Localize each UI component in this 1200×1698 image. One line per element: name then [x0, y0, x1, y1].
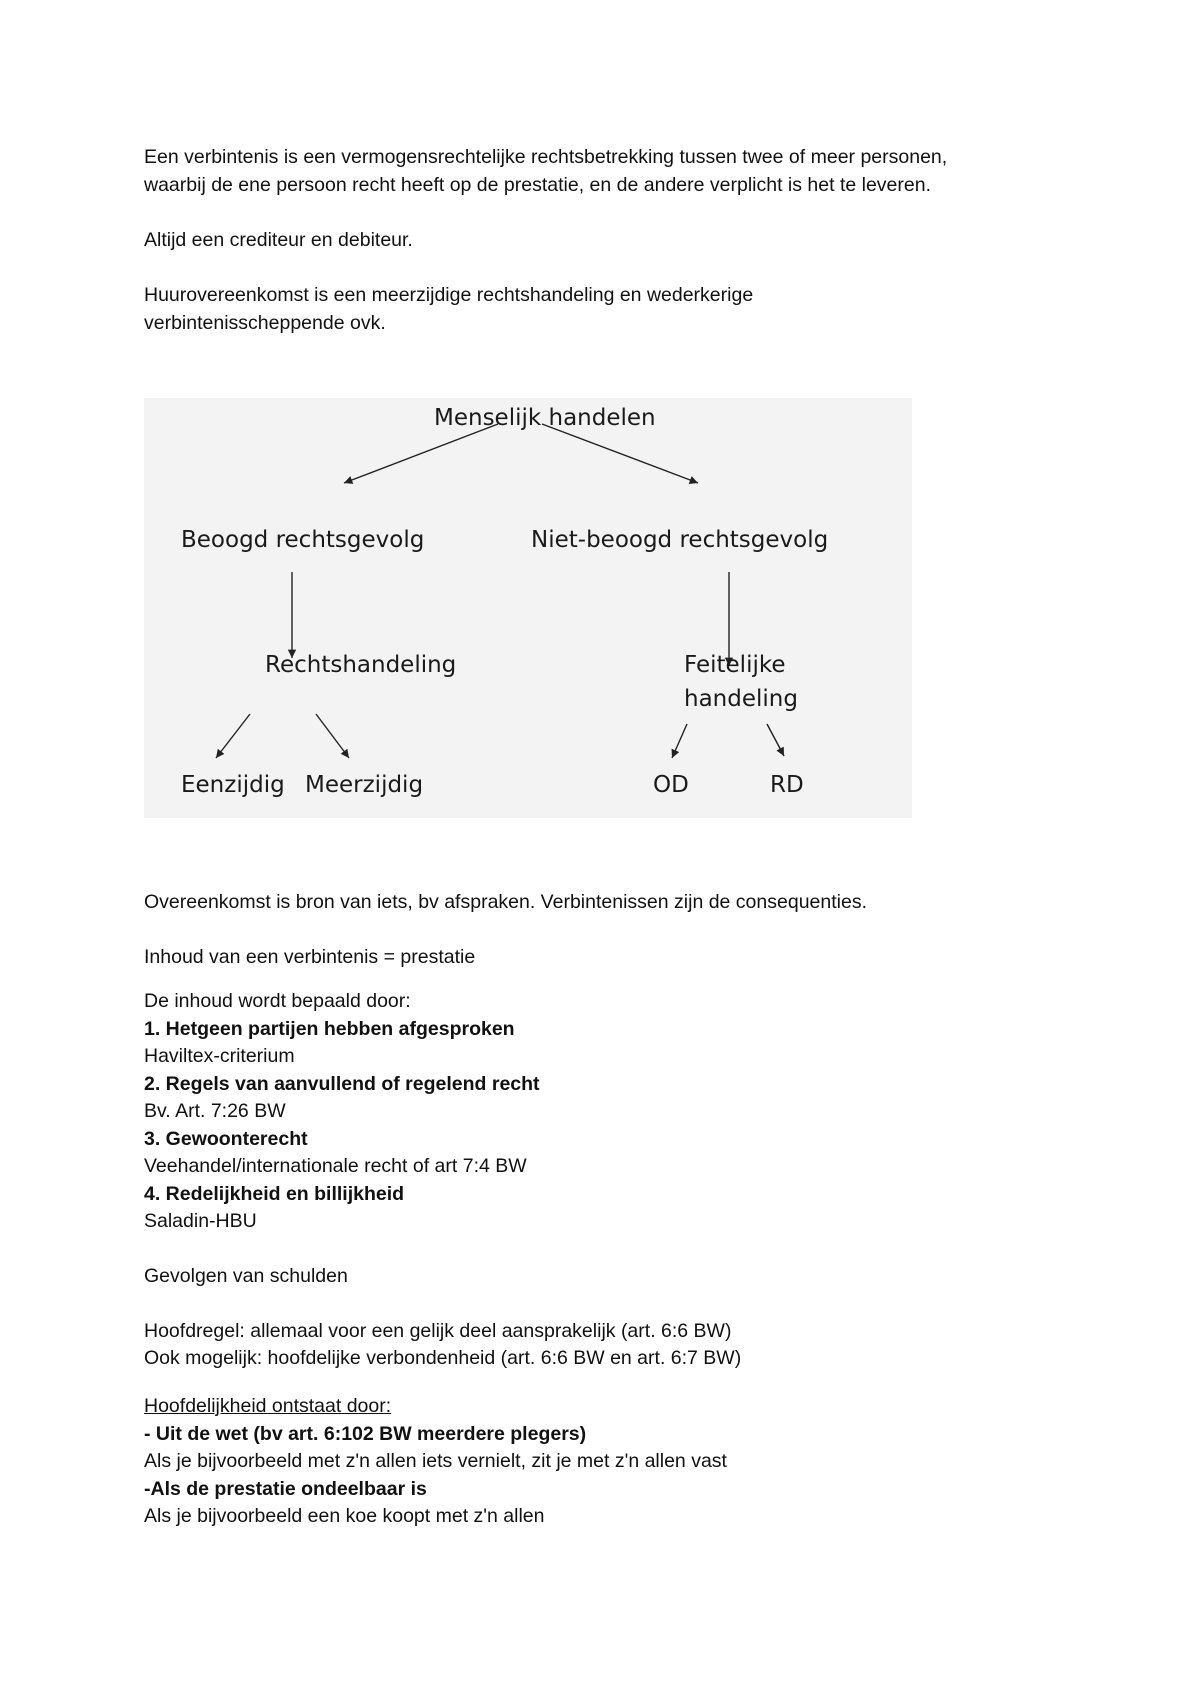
diagram-leaf-meerzijdig: Meerzijdig [305, 772, 424, 798]
arrow-feitelijke-to-od [672, 724, 687, 758]
arrow-rechtshandeling-to-eenzijdig [216, 714, 250, 758]
list-wet-text: Als je bijvoorbeeld met z'n allen iets vernielt, zit je met z'n allen vast [144, 1450, 727, 1472]
arrow-rechtshandeling-to-meerzijdig [316, 714, 349, 758]
paragraph-hoofdregel: Hoofdregel: allemaal voor een gelijk deel aansprakelijk (art. 6:6 BW) [144, 1320, 732, 1342]
list-wet-title: - Uit de wet (bv art. 6:102 BW meerdere plegers) [144, 1423, 587, 1445]
diagram-node-niet-beoogd: Niet-beoogd rechtsgevolg [531, 527, 829, 553]
diagram-arrows [144, 398, 912, 818]
diagram-node-feitelijke-line-1: Feitelijke [684, 652, 786, 678]
list-ondeelbaar-text: Als je bijvoorbeeld een koe koopt met z'n allen [144, 1505, 545, 1527]
paragraph-huurovereenkomst-line-2: verbintenisscheppende ovk. [144, 312, 386, 334]
paragraph-bepaald: De inhoud wordt bepaald door: [144, 990, 411, 1012]
diagram-node-beoogd: Beoogd rechtsgevolg [181, 527, 425, 553]
list-item-4-text: Saladin-HBU [144, 1210, 257, 1232]
list-item-2-text: Bv. Art. 7:26 BW [144, 1100, 286, 1122]
heading-hoofdelijkheid: Hoofdelijkheid ontstaat door: [144, 1395, 392, 1417]
arrow-feitelijke-to-rd [767, 724, 784, 756]
paragraph-crediteur-debiteur: Altijd een crediteur en debiteur. [144, 229, 413, 251]
legal-action-diagram [144, 398, 912, 818]
diagram-leaf-od: OD [653, 772, 689, 798]
paragraph-definition-line-1: Een verbintenis is een vermogensrechtelijke rechtsbetrekking tussen twee of meer personen, [144, 146, 948, 168]
heading-gevolgen: Gevolgen van schulden [144, 1265, 348, 1287]
list-item-2-title: 2. Regels van aanvullend of regelend recht [144, 1073, 540, 1095]
diagram-node-feitelijke-line-2: handeling [684, 686, 798, 712]
diagram-leaf-rd: RD [770, 772, 804, 798]
paragraph-inhoud: Inhoud van een verbintenis = prestatie [144, 946, 476, 968]
diagram-leaf-eenzijdig: Eenzijdig [181, 772, 285, 798]
arrow-root-to-beoogd [344, 424, 498, 483]
list-ondeelbaar-title: -Als de prestatie ondeelbaar is [144, 1478, 427, 1500]
diagram-node-rechtshandeling: Rechtshandeling [265, 652, 457, 678]
list-item-3-text: Veehandel/internationale recht of art 7:4 BW [144, 1155, 527, 1177]
list-item-4-title: 4. Redelijkheid en billijkheid [144, 1183, 405, 1205]
arrow-root-to-niet-beoogd [542, 424, 698, 483]
paragraph-overeenkomst: Overeenkomst is bron van iets, bv afspraken. Verbintenissen zijn de consequenties. [144, 891, 867, 913]
list-item-1-title: 1. Hetgeen partijen hebben afgesproken [144, 1018, 515, 1040]
list-item-3-title: 3. Gewoonterecht [144, 1128, 308, 1150]
paragraph-ook-mogelijk: Ook mogelijk: hoofdelijke verbondenheid (art. 6:6 BW en art. 6:7 BW) [144, 1347, 742, 1369]
diagram-node-root: Menselijk handelen [434, 405, 656, 431]
list-item-1-text: Haviltex-criterium [144, 1045, 295, 1067]
paragraph-huurovereenkomst-line-1: Huurovereenkomst is een meerzijdige rechtshandeling en wederkerige [144, 284, 754, 306]
paragraph-definition-line-2: waarbij de ene persoon recht heeft op de prestatie, en de andere verplicht is het te leveren. [144, 174, 931, 196]
